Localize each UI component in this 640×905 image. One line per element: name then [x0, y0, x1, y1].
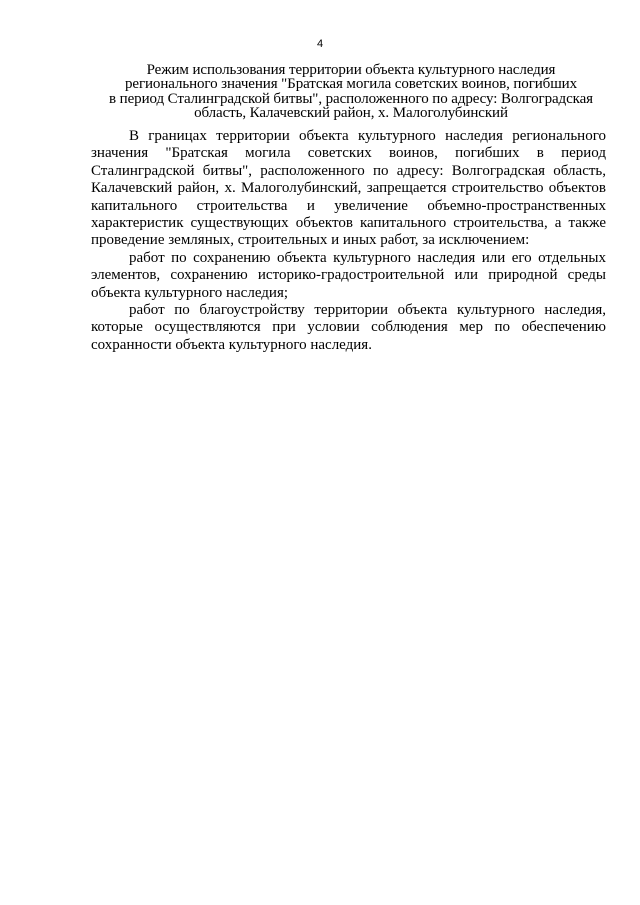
page-number: 4 [316, 38, 324, 50]
body-paragraph-restrictions: В границах территории объекта культурного наследия регионального значения "Братская могила советских воинов, погибших в период Сталинградской битвы", расположенного по адресу: Волгоградская область, Калачевский район, х. Малоголубинский, запрещается строительство объектов капитального строительства и увеличение объемно-пространственных характеристик существующих объектов капитального строительства, а также проведение земляных, строительных и иных работ, за исключением: [91, 128, 606, 249]
body-paragraph-preservation-exception: работ по сохранению объекта культурного наследия или его отдельных элементов, сохранению историко-градостроительной или природной среды объекта культурного наследия; [91, 249, 606, 301]
document-title [90, 63, 612, 121]
title-line: регионального значения "Братская могила советских воинов, погибших [125, 76, 577, 93]
document-body [91, 128, 606, 354]
title-line: в период Сталинградской битвы", расположенного по адресу: Волгоградская [109, 90, 593, 107]
title-line: область, Калачевский район, х. Малоголубинский [194, 105, 508, 122]
body-paragraph-improvement-exception: работ по благоустройству территории объекта культурного наследия, которые осуществляются при условии соблюдения мер по обеспечению сохранности объекта культурного наследия. [91, 302, 606, 353]
title-line: Режим использования территории объекта культурного наследия [146, 62, 556, 78]
